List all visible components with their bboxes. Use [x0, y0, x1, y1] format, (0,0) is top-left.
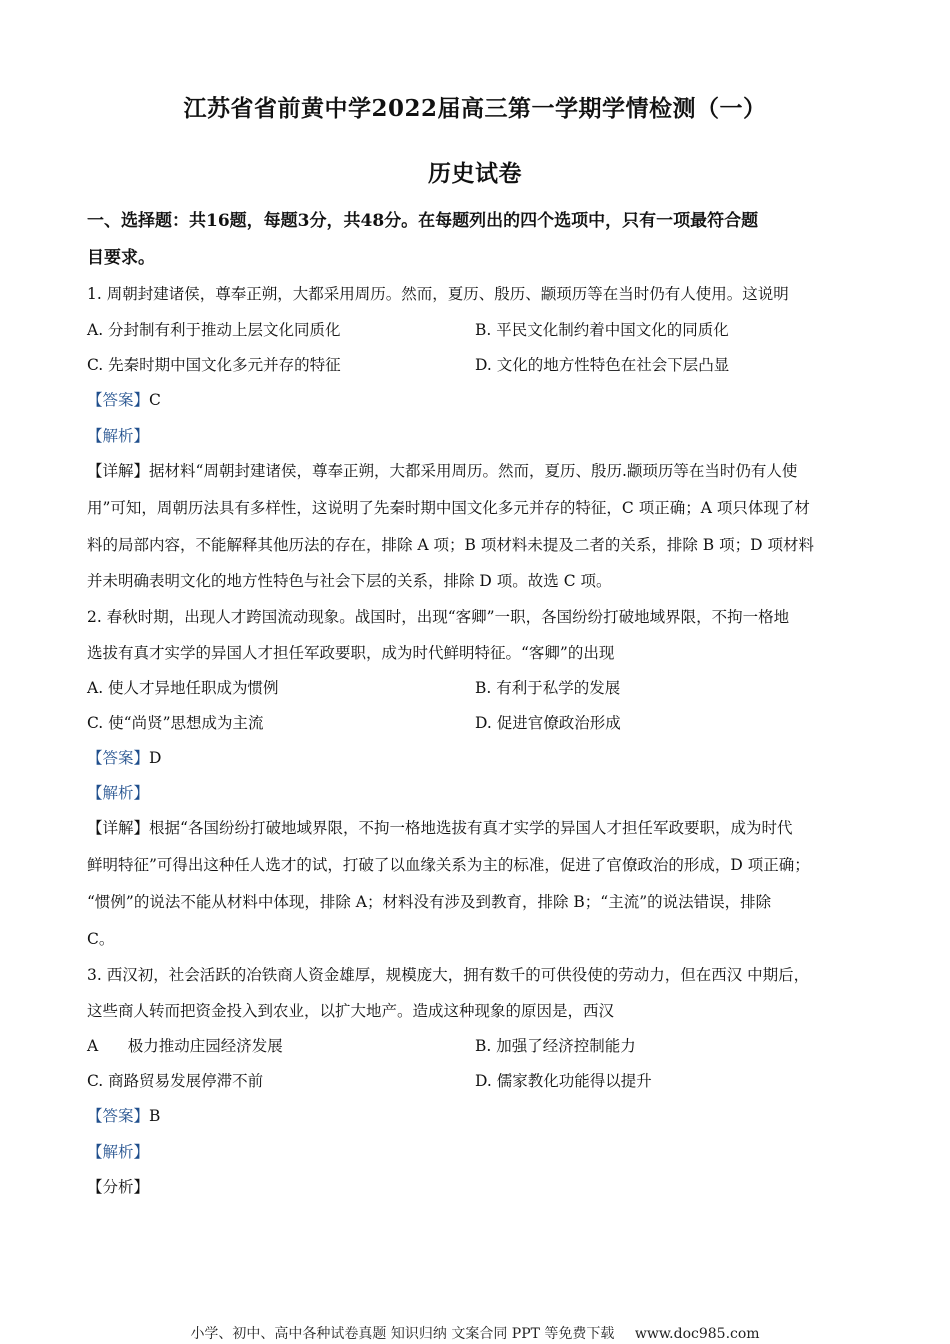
q1-stem: 1. 周朝封建诸侯，尊奉正朔，大都采用周历。然而，夏历、殷历、颛顼历等在当时仍有人使用。这说明 — [87, 285, 789, 303]
q2-option-c: C. 使“尚贤”思想成为主流 — [87, 714, 264, 732]
q2-answer — [87, 748, 867, 768]
q3-option-c: C. 商路贸易发展停滞不前 — [87, 1072, 264, 1090]
q2-detail-line4: C。 — [87, 930, 115, 948]
q1-detail-line2: 用”可知，周朝历法具有多样性，这说明了先秦时期中国文化多元并存的特征，C 项正确；A 项只体现了材 — [87, 499, 810, 517]
fenxi-label: 【分析】 — [87, 1178, 150, 1196]
detail-label: 【详解】 — [87, 819, 150, 837]
q2-stem-line2: 选拔有真才实学的异国人才担任军政要职，成为时代鲜明特征。“客卿”的出现 — [87, 644, 615, 662]
q3-fenxi — [87, 1177, 867, 1197]
q1-detail-line3: 料的局部内容，不能解释其他历法的存在，排除 A 项；B 项材料未提及二者的关系，排除 B 项；D 项材料 — [87, 536, 814, 554]
q1-answer — [87, 390, 867, 410]
q3-option-b: B. 加强了经济控制能力 — [475, 1037, 636, 1055]
q1-option-c: C. 先秦时期中国文化多元并存的特征 — [87, 356, 341, 374]
analysis-label: 【解析】 — [87, 427, 150, 445]
answer-label: 【答案】 — [87, 391, 150, 409]
q2-detail-text1: 根据“各国纷纷打破地域界限，不拘一格地选拔有真才实学的异国人才担任军政要职，成为时代 — [149, 819, 793, 837]
analysis-label: 【解析】 — [87, 784, 150, 802]
q1-option-d: D. 文化的地方性特色在社会下层凸显 — [475, 356, 730, 374]
analysis-label: 【解析】 — [87, 1143, 150, 1161]
q2-analysis — [87, 783, 867, 803]
detail-label: 【详解】 — [87, 462, 150, 480]
q3-answer — [87, 1106, 867, 1126]
q3-stem-line2: 这些商人转而把资金投入到农业，以扩大地产。造成这种现象的原因是，西汉 — [87, 1002, 615, 1020]
q1-option-a: A. 分封制有利于推动上层文化同质化 — [87, 321, 341, 339]
q1-detail-line4: 并未明确表明文化的地方性特色与社会下层的关系，排除 D 项。故选 C 项。 — [87, 572, 612, 590]
q2-option-b: B. 有利于私学的发展 — [475, 679, 621, 697]
q2-option-a: A. 使人才异地任职成为惯例 — [87, 679, 279, 697]
q2-stem-line1: 2. 春秋时期，出现人才跨国流动现象。战国时，出现“客卿”一职，各国纷纷打破地域界限，不拘一格地 — [87, 608, 790, 626]
q3-stem-line1: 3. 西汉初，社会活跃的冶铁商人资金雄厚，规模庞大，拥有数千的可供役使的劳动力，但在西汉 中期后， — [87, 966, 810, 984]
q3-option-a: A 极力推动庄园经济发展 — [87, 1037, 283, 1055]
q1-analysis — [87, 426, 867, 446]
q2-option-d: D. 促进官僚政治形成 — [475, 714, 621, 732]
q1-option-b: B. 平民文化制约着中国文化的同质化 — [475, 321, 729, 339]
section-heading-line2: 目要求。 — [87, 248, 155, 268]
exam-title: 江苏省省前黄中学2022届高三第一学期学情检测（一） — [183, 95, 767, 122]
answer-label: 【答案】 — [87, 1107, 150, 1125]
answer-label: 【答案】 — [87, 749, 150, 767]
q2-answer-value: D — [149, 749, 162, 767]
q3-answer-value: B — [149, 1107, 161, 1125]
q2-detail-line1 — [87, 818, 867, 838]
footer-site-link[interactable]: www.doc985.com — [634, 1326, 760, 1342]
q1-detail-line1 — [87, 461, 867, 481]
q3-option-d: D. 儒家教化功能得以提升 — [475, 1072, 652, 1090]
q3-analysis — [87, 1142, 867, 1162]
q1-detail-text1: 据材料“周朝封建诸侯，尊奉正朔，大都采用周历。然而，夏历、殷历.颛顼历等在当时仍有人使 — [149, 462, 798, 480]
exam-subtitle: 历史试卷 — [428, 160, 522, 187]
section-heading-line1: 一、选择题：共16题，每题3分，共48分。在每题列出的四个选项中，只有一项最符合题 — [87, 211, 759, 231]
q2-detail-line2: 鲜明特征”可得出这种任人选才的试，打破了以血缘关系为主的标准，促进了官僚政治的形成，D 项正确； — [87, 856, 810, 874]
page-footer — [0, 1323, 950, 1343]
footer-text: 小学、初中、高中各种试卷真题 知识归纳 文案合同 PPT 等免费下载 — [190, 1326, 615, 1342]
q1-answer-value: C — [149, 391, 161, 409]
q2-detail-line3: “惯例”的说法不能从材料中体现，排除 A；材料没有涉及到教育，排除 B；“主流”的说法错误，排除 — [87, 893, 772, 911]
